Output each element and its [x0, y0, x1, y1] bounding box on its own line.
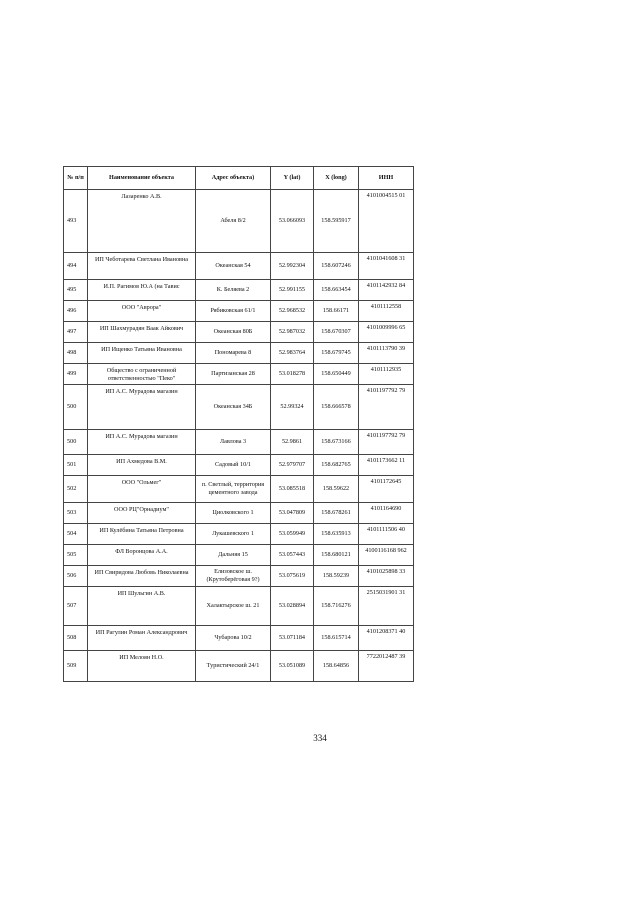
cell-address: Рябиковская 61/1 [196, 301, 271, 322]
cell-address: Дальняя 15 [196, 545, 271, 566]
cell-address: Чубарова 10/2 [196, 626, 271, 651]
cell-lon: 158.615714 [314, 626, 359, 651]
cell-lat: 53.066093 [271, 190, 314, 253]
cell-num: 500 [64, 385, 88, 430]
cell-lon: 158.635913 [314, 524, 359, 545]
table-row [64, 364, 414, 385]
cell-name: Лазаренко А.В. [88, 190, 196, 253]
table-row [64, 190, 414, 253]
header-lon: X (long) [314, 167, 359, 190]
cell-name: ИП Ищенко Татьяна Ивановна [88, 343, 196, 364]
cell-inn: 4101208371 40 [359, 626, 414, 651]
cell-lon: 158.679745 [314, 343, 359, 364]
cell-lon: 158.670307 [314, 322, 359, 343]
cell-lat: 52.979707 [271, 455, 314, 476]
cell-inn: 2515031901 31 [359, 587, 414, 626]
cell-lon: 158.666578 [314, 385, 359, 430]
cell-lat: 53.085518 [271, 476, 314, 503]
cell-num: 505 [64, 545, 88, 566]
cell-inn: 4101173662 11 [359, 455, 414, 476]
cell-address: п. Светлый, территория цементного завода [196, 476, 271, 503]
cell-lon: 158.680121 [314, 545, 359, 566]
table-row [64, 566, 414, 587]
page-number: 334 [313, 733, 327, 743]
cell-lat: 52.987032 [271, 322, 314, 343]
table-header-row [64, 167, 414, 190]
cell-address: Пономарева 8 [196, 343, 271, 364]
cell-inn: 7722012487 39 [359, 651, 414, 682]
cell-lat: 52.99324 [271, 385, 314, 430]
cell-lon: 158.650449 [314, 364, 359, 385]
cell-num: 508 [64, 626, 88, 651]
cell-name: ИП А.С. Мурадова магазин [88, 430, 196, 455]
objects-table [63, 166, 414, 682]
cell-num: 497 [64, 322, 88, 343]
cell-inn: 4101197792 79 [359, 430, 414, 455]
cell-inn: 4101112558 [359, 301, 414, 322]
cell-lon: 158.678261 [314, 503, 359, 524]
table-row [64, 430, 414, 455]
cell-num: 498 [64, 343, 88, 364]
cell-name: ИП Свиридова Любовь Николаевна [88, 566, 196, 587]
table-row [64, 503, 414, 524]
cell-name: ООО РЦ"Орнадиум" [88, 503, 196, 524]
cell-address: Лавлова 3 [196, 430, 271, 455]
cell-lon: 158.59622 [314, 476, 359, 503]
cell-lat: 53.057443 [271, 545, 314, 566]
cell-num: 509 [64, 651, 88, 682]
cell-lat: 52.991155 [271, 280, 314, 301]
cell-lon: 158.595917 [314, 190, 359, 253]
cell-lat: 53.051089 [271, 651, 314, 682]
cell-inn: 4101009996 65 [359, 322, 414, 343]
cell-name: ИП Шульгин А.В. [88, 587, 196, 626]
cell-lon: 158.59239 [314, 566, 359, 587]
table-row [64, 455, 414, 476]
cell-address: К. Беляева 2 [196, 280, 271, 301]
cell-name: ИП Шахмурадян Ваак Айкович [88, 322, 196, 343]
table-row [64, 301, 414, 322]
cell-address: Циолковского 1 [196, 503, 271, 524]
table-row [64, 626, 414, 651]
cell-num: 495 [64, 280, 88, 301]
cell-num: 494 [64, 253, 88, 280]
cell-name: ИП Мелоян Н.О. [88, 651, 196, 682]
cell-inn: 4101164690 [359, 503, 414, 524]
cell-lon: 158.64856 [314, 651, 359, 682]
cell-num: 500 [64, 430, 88, 455]
cell-name: ООО "Аврора" [88, 301, 196, 322]
table-row [64, 587, 414, 626]
cell-inn: 4101197792 79 [359, 385, 414, 430]
cell-name: И.П. Рагимов Ю.А (на Тавис [88, 280, 196, 301]
cell-inn: 4101025898 33 [359, 566, 414, 587]
table-row [64, 322, 414, 343]
cell-lat: 53.028894 [271, 587, 314, 626]
table-row [64, 476, 414, 503]
cell-lat: 53.047809 [271, 503, 314, 524]
cell-lat: 53.075619 [271, 566, 314, 587]
table-row [64, 524, 414, 545]
cell-lon: 158.663454 [314, 280, 359, 301]
header-address: Адрес объекта) [196, 167, 271, 190]
cell-name: ИП Рагулин Роман Александрович [88, 626, 196, 651]
header-name: Наименование объекта [88, 167, 196, 190]
cell-name: Общество с ограниченной ответственностью "Пеко" [88, 364, 196, 385]
table-row [64, 545, 414, 566]
cell-num: 503 [64, 503, 88, 524]
cell-name: ИП Кулёбина Татьяна Петровна [88, 524, 196, 545]
cell-name: ИП Чеботарева Светлана Ивановна [88, 253, 196, 280]
cell-inn: 4101112935 [359, 364, 414, 385]
cell-inn: 4101172645 [359, 476, 414, 503]
header-inn: ИНН [359, 167, 414, 190]
cell-inn: 4100116168 962 [359, 545, 414, 566]
cell-address: Елизовское ш. (Крутоберёговая 9?) [196, 566, 271, 587]
header-num: № п/п [64, 167, 88, 190]
cell-lat: 53.018278 [271, 364, 314, 385]
table-row [64, 385, 414, 430]
cell-lat: 52.9861 [271, 430, 314, 455]
cell-address: Партизанская 28 [196, 364, 271, 385]
table-row [64, 280, 414, 301]
cell-lat: 53.059949 [271, 524, 314, 545]
cell-lat: 53.071184 [271, 626, 314, 651]
cell-address: Океанская 34Б [196, 385, 271, 430]
cell-name: ФЛ Воронцова А.А. [88, 545, 196, 566]
cell-num: 506 [64, 566, 88, 587]
table-body [64, 190, 414, 682]
table-row [64, 253, 414, 280]
cell-lon: 158.682765 [314, 455, 359, 476]
cell-lon: 158.716276 [314, 587, 359, 626]
cell-address: Туристический 24/1 [196, 651, 271, 682]
cell-inn: 4101113790 39 [359, 343, 414, 364]
cell-num: 501 [64, 455, 88, 476]
cell-num: 504 [64, 524, 88, 545]
cell-inn: 4101142932 84 [359, 280, 414, 301]
cell-name: ИП А.С. Мурадова магазин [88, 385, 196, 430]
cell-address: Халактырское ш. 21 [196, 587, 271, 626]
cell-inn: 4101004515 01 [359, 190, 414, 253]
cell-inn: 4101041608 31 [359, 253, 414, 280]
cell-address: Лукашевского 1 [196, 524, 271, 545]
cell-name: ИП Ахмедова В.М. [88, 455, 196, 476]
cell-inn: 4101111506 40 [359, 524, 414, 545]
cell-address: Абеля 8/2 [196, 190, 271, 253]
cell-lon: 158.607246 [314, 253, 359, 280]
cell-lat: 52.992304 [271, 253, 314, 280]
table-row [64, 651, 414, 682]
cell-lon: 158.66171 [314, 301, 359, 322]
cell-num: 507 [64, 587, 88, 626]
cell-address: Садовый 10/1 [196, 455, 271, 476]
cell-name: ООО "Ольмег" [88, 476, 196, 503]
cell-lon: 158.673166 [314, 430, 359, 455]
header-lat: Y (lat) [271, 167, 314, 190]
table-row [64, 343, 414, 364]
cell-num: 502 [64, 476, 88, 503]
cell-num: 499 [64, 364, 88, 385]
cell-lat: 52.968532 [271, 301, 314, 322]
cell-address: Океанская 80Б [196, 322, 271, 343]
cell-num: 496 [64, 301, 88, 322]
cell-lat: 52.983764 [271, 343, 314, 364]
cell-address: Океанская 54 [196, 253, 271, 280]
cell-num: 493 [64, 190, 88, 253]
